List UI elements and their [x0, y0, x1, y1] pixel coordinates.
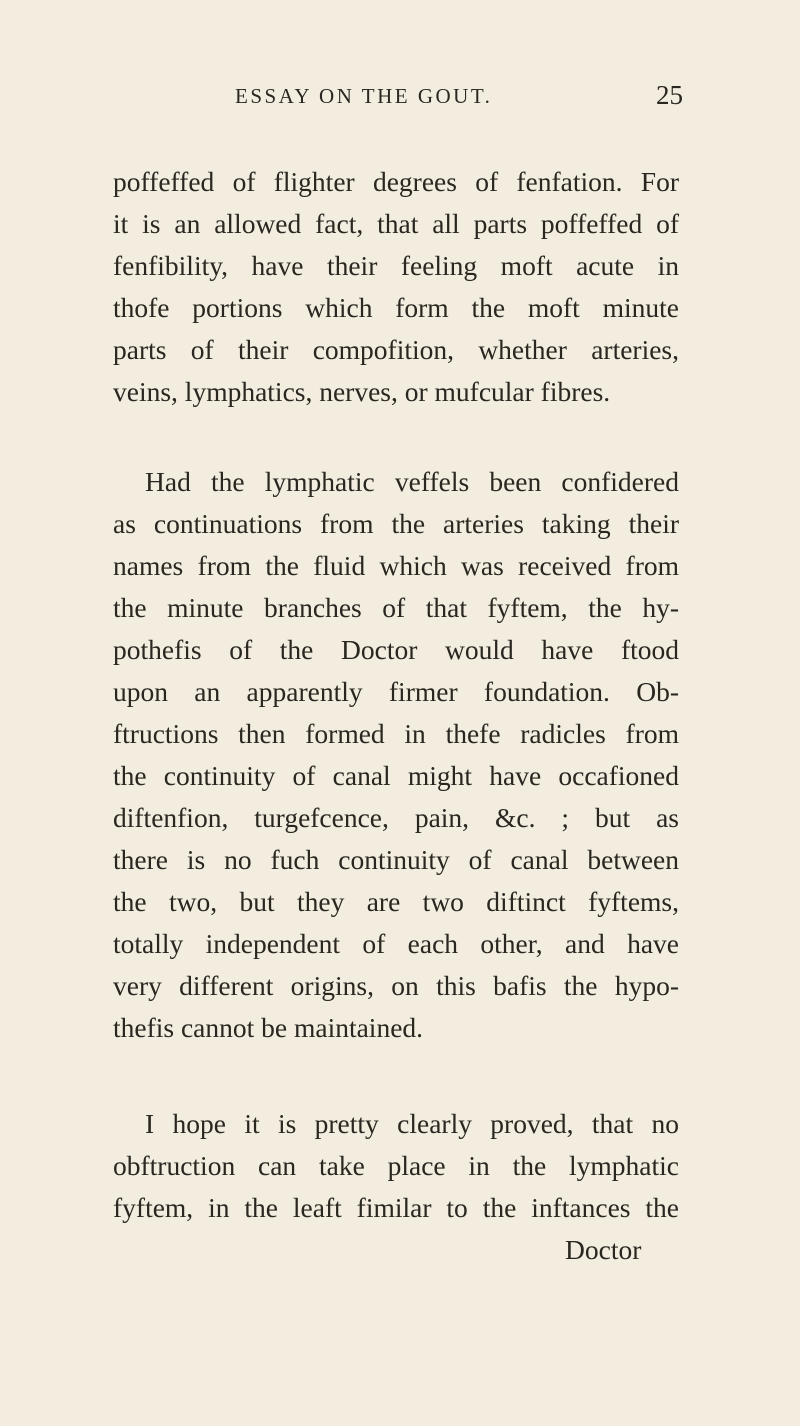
- catchword: Doctor: [565, 1234, 642, 1265]
- text-line: totally independent of each other, and have: [113, 928, 679, 959]
- text-line: thofe portions which form the moft minute: [113, 292, 679, 323]
- text-line: diftenfion, turgefcence, pain, &c. ; but as: [113, 802, 679, 833]
- text-line: pothefis of the Doctor would have ftood: [113, 634, 679, 665]
- text-line: poffeffed of flighter degrees of fenfation. For: [113, 166, 679, 197]
- text-line: very different origins, on this bafis the hypo-: [113, 970, 679, 1001]
- text-line: I hope it is pretty clearly proved, that no: [145, 1108, 679, 1139]
- text-line: it is an allowed fact, that all parts poffeffed of: [113, 208, 679, 239]
- text-line: fenfibility, have their feeling moft acute in: [113, 250, 679, 281]
- text-line: veins, lymphatics, nerves, or mufcular fibres.: [113, 376, 611, 407]
- text-line: names from the fluid which was received from: [113, 550, 679, 581]
- text-line: ftructions then formed in thefe radicles from: [113, 718, 679, 749]
- text-line: the continuity of canal might have occafioned: [113, 760, 679, 791]
- text-line: parts of their compofition, whether arteries,: [113, 334, 679, 365]
- text-line: upon an apparently firmer foundation. Ob-: [113, 676, 679, 707]
- text-line: Had the lymphatic veffels been confidered: [145, 466, 679, 497]
- text-line: fyftem, in the leaft fimilar to the inftances the: [113, 1192, 679, 1223]
- text-line: obftruction can take place in the lymphatic: [113, 1150, 679, 1181]
- text-line: there is no fuch continuity of canal between: [113, 844, 679, 875]
- text-line: the minute branches of that fyftem, the hy-: [113, 592, 679, 623]
- text-line: the two, but they are two diftinct fyftems,: [113, 886, 679, 917]
- page-number: 25: [656, 80, 683, 110]
- running-head: ESSAY ON THE GOUT.: [235, 84, 493, 108]
- text-line: as continuations from the arteries taking their: [113, 508, 679, 539]
- text-line: thefis cannot be maintained.: [113, 1012, 424, 1043]
